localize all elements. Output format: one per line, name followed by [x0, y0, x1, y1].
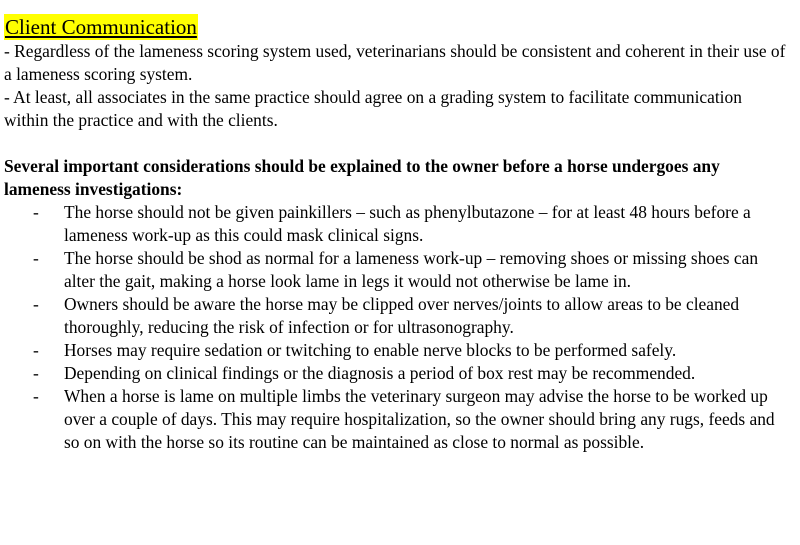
list-item: [4, 247, 790, 293]
bullet-dash: -: [33, 363, 39, 383]
list-item-text: When a horse is lame on multiple limbs the veterinary surgeon may advise the horse to be worked up over a couple of days. This may require hospitalization, so the owner should bring any rugs, feeds and so on with the horse so its routine can be maintained as close to normal as possible.: [64, 386, 775, 452]
paragraph-consistency: - Regardless of the lameness scoring system used, veterinarians should be consistent and coherent in their use of a lameness scoring system.: [4, 41, 786, 84]
list-item-text: The horse should be shod as normal for a lameness work-up – removing shoes or missing shoes can alter the gait, making a horse look lame in legs it would not otherwise be lame in.: [64, 248, 759, 291]
list-item-text: Owners should be aware the horse may be clipped over nerves/joints to allow areas to be cleaned thoroughly, reducing the risk of infection or for ultrasonography.: [64, 294, 740, 337]
considerations-intro: Several important considerations should be explained to the owner before a horse undergoes any lameness investigations:: [4, 156, 720, 199]
section-heading: Client Communication: [5, 15, 197, 39]
list-item: [4, 339, 790, 362]
blank-line: [4, 132, 790, 155]
bullet-dash: -: [33, 248, 39, 268]
bullet-dash: -: [33, 202, 39, 222]
bullet-dash: -: [33, 386, 39, 406]
paragraph-grading-agreement: - At least, all associates in the same practice should agree on a grading system to facilitate communication within the practice and with the clients.: [4, 87, 742, 130]
list-item: [4, 201, 790, 247]
bullet-dash: -: [33, 340, 39, 360]
list-item: [4, 362, 790, 385]
list-item-text: Depending on clinical findings or the diagnosis a period of box rest may be recommended.: [64, 363, 696, 383]
list-item-text: The horse should not be given painkillers – such as phenylbutazone – for at least 48 hours before a lameness work-up as this could mask clinical signs.: [64, 202, 751, 245]
list-item-text: Horses may require sedation or twitching to enable nerve blocks to be performed safely.: [64, 340, 677, 360]
list-item: [4, 293, 790, 339]
bullet-dash: -: [33, 294, 39, 314]
list-item: [4, 385, 790, 454]
considerations-list: [4, 201, 790, 454]
